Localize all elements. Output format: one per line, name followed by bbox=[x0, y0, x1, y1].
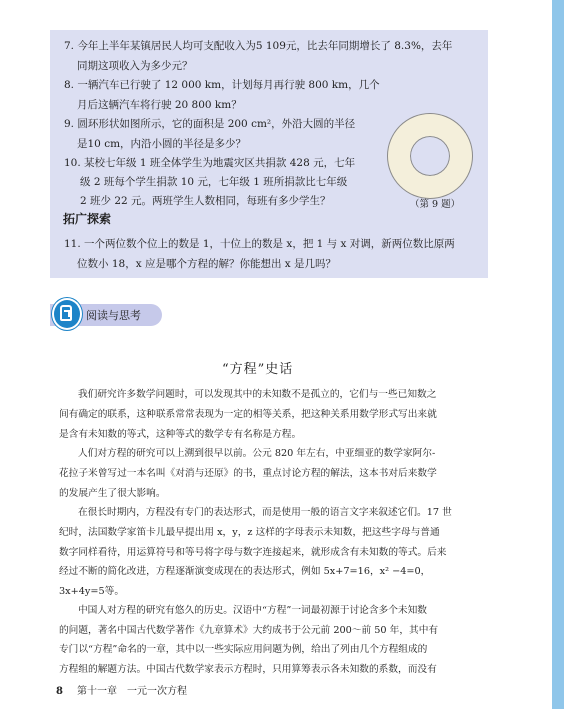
paragraph-4-line-4: 方程组的解题方法。中国古代数学家表示方程时，只用算筹表示各未知数的系数，而没有 bbox=[59, 664, 437, 675]
paragraph-1-line-2: 间有确定的联系，这种联系常常表现为一定的相等关系，把这种关系用数学形式写出来就 bbox=[59, 409, 437, 420]
paragraph-1-line-3: 是含有未知数的等式，这种等式的数学专有名称是方程。 bbox=[59, 429, 302, 440]
exercise-7-line-2: 同期这项收入为多少元？ bbox=[77, 60, 193, 72]
exercise-7-line-1: 7. 今年上半年某镇居民人均可支配收入为5 109元，比去年同期增长了 8.3%，去年 bbox=[64, 40, 453, 52]
paragraph-2-line-1: 人们对方程的研究可以上溯到很早以前。公元 820 年左右，中亚细亚的数学家阿尔- bbox=[78, 448, 436, 459]
paragraph-3-line-1: 在很长时期内，方程没有专门的表达形式，而是使用一般的语言文字来叙述它们。17 世 bbox=[78, 507, 452, 518]
question-book-icon bbox=[54, 300, 80, 328]
paragraph-4-line-2: 的问题，著名中国古代数学著作《九章算术》大约成书于公元前 200～前 50 年，其中有 bbox=[59, 625, 439, 636]
paragraph-2-line-2: 花拉子米曾写过一本名叫《对消与还原》的书，重点讨论方程的解法，这本书对后来数学 bbox=[59, 468, 437, 479]
exercise-8-line-2: 月后这辆汽车将行驶 20 800 km？ bbox=[77, 99, 242, 111]
page-number: 8 bbox=[56, 686, 63, 697]
annulus-figure bbox=[388, 114, 472, 198]
section-title-extension: 拓广探索 bbox=[63, 212, 112, 226]
article-title: “方程”史话 bbox=[222, 362, 294, 377]
exercise-11-line-2: 位数小 18，x 应是哪个方程的解？你能想出 x 是几吗？ bbox=[77, 258, 337, 270]
reading-banner-label: 阅读与思考 bbox=[86, 309, 141, 322]
chapter-title: 第十一章 一元一次方程 bbox=[76, 686, 187, 697]
paragraph-3-line-5: 3x+4y=5等。 bbox=[59, 586, 125, 597]
paragraph-3-line-3: 数字同样看待，用运算符号和等号将字母与数字连接起来，就形成含有未知数的等式。后来 bbox=[59, 547, 447, 558]
paragraph-1-line-1: 我们研究许多数学问题时，可以发现其中的未知数不是孤立的，它们与一些已知数之 bbox=[78, 389, 437, 400]
exercise-8-line-1: 8. 一辆汽车已行驶了 12 000 km，计划每月再行驶 800 km，几个 bbox=[64, 79, 380, 91]
paragraph-2-line-3: 的发展产生了很大影响。 bbox=[59, 488, 166, 499]
page-edge-strip bbox=[552, 0, 564, 709]
paragraph-3-line-2: 纪时，法国数学家笛卡儿最早提出用 x，y，z 这样的字母表示未知数，把这些字母与普通 bbox=[59, 527, 440, 538]
exercise-9-line-1: 9. 圆环形状如图所示，它的面积是 200 cm²，外沿大圆的半径 bbox=[64, 118, 356, 130]
paragraph-3-line-4: 经过不断的简化改进，方程逐渐演变成现在的表达形式，例如 5x+7=16，x² −4=0， bbox=[59, 566, 431, 577]
figure-caption: （第 9 题） bbox=[410, 199, 461, 210]
exercise-11-line-1: 11. 一个两位数个位上的数是 1，十位上的数是 x，把 1 与 x 对调，新两位数比原两 bbox=[64, 238, 455, 250]
exercise-10-line-2: 级 2 班每个学生捐款 10 元，七年级 1 班所捐款比七年级 bbox=[80, 176, 348, 188]
paragraph-4-line-1: 中国人对方程的研究有悠久的历史。汉语中“方程”一词最初源于讨论含多个未知数 bbox=[78, 605, 427, 616]
page-footer bbox=[56, 682, 187, 697]
exercise-10-line-1: 10. 某校七年级 1 班全体学生为地震灾区共捐款 428 元，七年 bbox=[64, 157, 356, 169]
exercise-9-line-2: 是10 cm，内沿小圆的半径是多少？ bbox=[77, 138, 247, 150]
paragraph-4-line-3: 专门以“方程”命名的一章，其中以一些实际应用问题为例，给出了列由几个方程组成的 bbox=[59, 644, 428, 655]
exercise-10-line-3: 2 班少 22 元。两班学生人数相同，每班有多少学生？ bbox=[80, 195, 331, 207]
